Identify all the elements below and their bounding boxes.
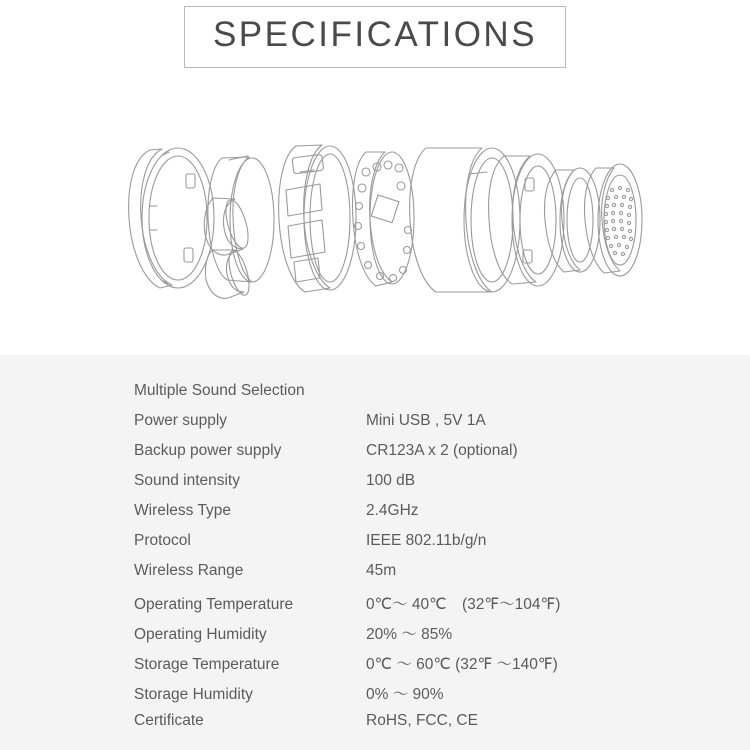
spec-value: 2.4GHz xyxy=(366,502,419,519)
spec-label: Certificate xyxy=(134,712,204,729)
spec-row-intro xyxy=(134,382,704,412)
table-row xyxy=(134,412,704,442)
table-row xyxy=(134,562,704,592)
spec-value: RoHS, FCC, CE xyxy=(366,712,478,729)
spec-value: 45m xyxy=(366,562,397,579)
product-exploded-diagram xyxy=(0,110,750,340)
spec-label: Sound intensity xyxy=(134,472,240,489)
table-row xyxy=(134,652,704,682)
spec-label: Backup power supply xyxy=(134,442,282,459)
table-row xyxy=(134,622,704,652)
page-title-box xyxy=(184,6,566,68)
part-pcb-board xyxy=(353,152,414,286)
spec-label: Storage Humidity xyxy=(134,686,253,703)
spec-intro-label: Multiple Sound Selection xyxy=(134,382,305,399)
spec-label: Protocol xyxy=(134,532,191,549)
table-row xyxy=(134,472,704,502)
specifications-list xyxy=(134,382,704,742)
specifications-panel xyxy=(0,355,750,750)
page-title-container xyxy=(0,6,750,68)
exploded-view-illustration xyxy=(0,110,750,340)
spec-value: 100 dB xyxy=(366,472,416,489)
part-horn-body xyxy=(410,148,520,292)
spec-value: CR123A x 2 (optional) xyxy=(366,442,518,459)
spec-value: 0℃ ～ 60℃ (32℉ ～140℉) xyxy=(366,656,558,673)
table-row xyxy=(134,532,704,562)
table-row xyxy=(134,592,704,622)
spec-value: 0% ～ 90% xyxy=(366,686,444,703)
spec-label: Wireless Range xyxy=(134,562,244,579)
spec-label: Operating Humidity xyxy=(134,626,267,643)
part-inner-ring xyxy=(544,168,600,272)
table-row xyxy=(134,442,704,472)
part-back-cover xyxy=(129,148,214,288)
spec-label: Wireless Type xyxy=(134,502,232,519)
spec-label: Operating Temperature xyxy=(134,596,294,613)
spec-label: Power supply xyxy=(134,412,228,429)
table-row xyxy=(134,712,704,742)
spec-value: 20% ～ 85% xyxy=(366,626,453,643)
table-row xyxy=(134,502,704,532)
part-inner-chassis xyxy=(279,145,356,292)
spec-value: 0℃～ 40℃ (32℉～104℉) xyxy=(366,596,561,613)
table-row xyxy=(134,682,704,712)
spec-label: Storage Temperature xyxy=(134,656,280,673)
page-title: SPECIFICATIONS xyxy=(212,15,538,54)
part-battery-module xyxy=(204,156,274,298)
spec-value: Mini USB , 5V 1A xyxy=(366,412,486,429)
spec-value: IEEE 802.11b/g/n xyxy=(366,532,487,549)
grille-holes xyxy=(604,186,632,255)
